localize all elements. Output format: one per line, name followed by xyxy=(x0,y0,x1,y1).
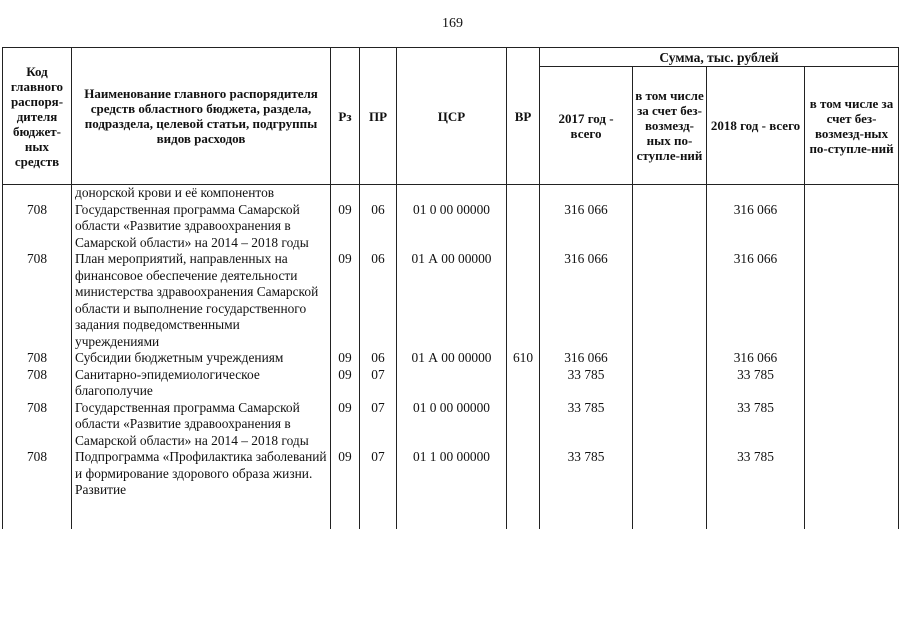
row-2018: 33 785 xyxy=(707,400,805,450)
row-code: 708 xyxy=(3,202,72,252)
header-2018: 2018 год - всего xyxy=(707,67,805,185)
row-2018 xyxy=(707,185,805,202)
header-csr: ЦСР xyxy=(397,48,507,185)
table-row xyxy=(3,251,899,350)
table-row xyxy=(3,185,899,202)
row-2017-free xyxy=(633,251,707,350)
row-name: Государственная программа Самарской области «Развитие здравоохранения в Самарской области» на 2014 – 2018 годы xyxy=(72,400,331,450)
row-rz xyxy=(331,185,360,202)
row-2018-free xyxy=(805,449,899,529)
row-name: Государственная программа Самарской области «Развитие здравоохранения в Самарской области» на 2014 – 2018 годы xyxy=(72,202,331,252)
table-row xyxy=(3,400,899,450)
row-pr: 06 xyxy=(360,251,397,350)
row-2018: 33 785 xyxy=(707,367,805,400)
row-code: 708 xyxy=(3,400,72,450)
row-code: 708 xyxy=(3,367,72,400)
row-2018-free xyxy=(805,251,899,350)
header-2017: 2017 год - всего xyxy=(540,67,633,185)
header-vr: ВР xyxy=(507,48,540,185)
row-vr xyxy=(507,400,540,450)
table-row xyxy=(3,449,899,529)
row-csr: 01 1 00 00000 xyxy=(397,449,507,529)
row-2018: 316 066 xyxy=(707,202,805,252)
row-2018-free xyxy=(805,400,899,450)
row-rz: 09 xyxy=(331,400,360,450)
row-rz: 09 xyxy=(331,251,360,350)
row-name: Субсидии бюджетным учреждениям xyxy=(72,350,331,367)
row-2017: 33 785 xyxy=(540,367,633,400)
row-pr xyxy=(360,185,397,202)
row-2017: 33 785 xyxy=(540,400,633,450)
row-2017-free xyxy=(633,400,707,450)
row-pr: 06 xyxy=(360,202,397,252)
row-2018: 316 066 xyxy=(707,350,805,367)
row-2017: 316 066 xyxy=(540,202,633,252)
row-code: 708 xyxy=(3,449,72,529)
header-rz: Рз xyxy=(331,48,360,185)
row-code: 708 xyxy=(3,350,72,367)
row-csr: 01 0 00 00000 xyxy=(397,202,507,252)
row-rz: 09 xyxy=(331,350,360,367)
row-2017: 316 066 xyxy=(540,350,633,367)
row-rz: 09 xyxy=(331,202,360,252)
row-csr: 01 0 00 00000 xyxy=(397,400,507,450)
row-name: План мероприятий, направленных на финансовое обеспечение деятельности министерства здравоохранения Самарской области и выполнение государственного задания подведомственными учреждениями xyxy=(72,251,331,350)
table-row xyxy=(3,367,899,400)
row-vr xyxy=(507,202,540,252)
row-pr: 07 xyxy=(360,449,397,529)
header-name: Наименование главного распорядителя средств областного бюджета, раздела, подраздела, целевой статьи, подгруппы видов расходов xyxy=(72,48,331,185)
row-2017-free xyxy=(633,202,707,252)
page-number: 169 xyxy=(442,16,463,31)
row-name: донорской крови и её компонентов xyxy=(72,185,331,202)
row-2018: 316 066 xyxy=(707,251,805,350)
row-2017: 33 785 xyxy=(540,449,633,529)
row-2018: 33 785 xyxy=(707,449,805,529)
row-2017: 316 066 xyxy=(540,251,633,350)
row-csr: 01 А 00 00000 xyxy=(397,251,507,350)
header-pr: ПР xyxy=(360,48,397,185)
row-vr xyxy=(507,185,540,202)
row-2018-free xyxy=(805,350,899,367)
table-row xyxy=(3,350,899,367)
table-row xyxy=(3,202,899,252)
row-csr xyxy=(397,367,507,400)
row-csr: 01 А 00 00000 xyxy=(397,350,507,367)
row-pr: 07 xyxy=(360,367,397,400)
row-vr: 610 xyxy=(507,350,540,367)
row-csr xyxy=(397,185,507,202)
row-rz: 09 xyxy=(331,367,360,400)
row-pr: 07 xyxy=(360,400,397,450)
row-vr xyxy=(507,251,540,350)
header-2017-free: в том числе за счет без-возмезд-ных по-ступле-ний xyxy=(633,67,707,185)
header-sum: Сумма, тыс. рублей xyxy=(540,48,899,67)
budget-table xyxy=(2,47,899,529)
row-2018-free xyxy=(805,367,899,400)
row-vr xyxy=(507,367,540,400)
header-2018-free: в том числе за счет без-возмезд-ных по-ступле-ний xyxy=(805,67,899,185)
row-rz: 09 xyxy=(331,449,360,529)
row-code xyxy=(3,185,72,202)
row-name: Подпрограмма «Профилактика заболеваний и формирование здорового образа жизни. Развитие xyxy=(72,449,331,529)
row-code: 708 xyxy=(3,251,72,350)
row-2017-free xyxy=(633,449,707,529)
row-pr: 06 xyxy=(360,350,397,367)
row-2018-free xyxy=(805,202,899,252)
row-2017 xyxy=(540,185,633,202)
row-vr xyxy=(507,449,540,529)
row-2018-free xyxy=(805,185,899,202)
row-2017-free xyxy=(633,367,707,400)
row-2017-free xyxy=(633,185,707,202)
row-name: Санитарно-эпидемиологическое благополучие xyxy=(72,367,331,400)
row-2017-free xyxy=(633,350,707,367)
header-code: Код главного распоря-дителя бюджет-ных средств xyxy=(3,48,72,185)
